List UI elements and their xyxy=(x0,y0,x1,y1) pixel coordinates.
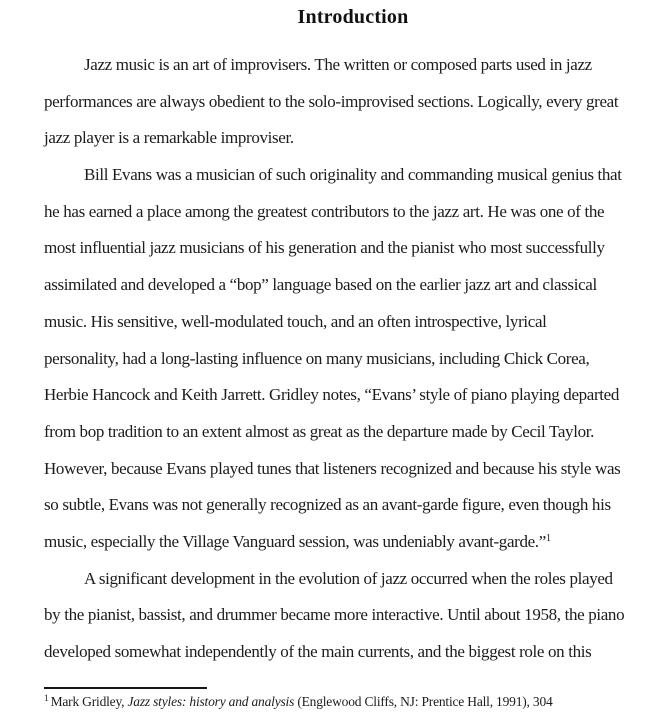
section-title: Introduction xyxy=(297,6,409,28)
footnote-separator-rule xyxy=(44,687,207,689)
body-line: from bop tradition to an extent almost as great as the departure made by Cecil Taylor. xyxy=(44,421,595,441)
body-line: However, because Evans played tunes that listeners recognized and because his style was xyxy=(44,458,621,478)
footnote-reference: 1 xyxy=(545,532,552,544)
body-line: personality, had a long-lasting influence on many musicians, including Chick Corea, xyxy=(44,348,590,368)
body-line: Herbie Hancock and Keith Jarrett. Gridley notes, “Evans’ style of piano playing departed xyxy=(44,385,620,405)
body-line: by the pianist, bassist, and drummer became more interactive. Until about 1958, the piano xyxy=(44,605,625,625)
body-line: jazz player is a remarkable improviser. xyxy=(44,128,294,148)
body-line: music. His sensitive, well-modulated touch, and an often introspective, lyrical xyxy=(44,311,547,331)
document-body xyxy=(44,47,664,671)
footnote-text-part: (Englewood Cliffs, NJ: Prentice Hall, 1991), 304 xyxy=(294,694,553,709)
footnote-area xyxy=(44,687,664,711)
body-line: most influential jazz musicians of his generation and the pianist who most successfully xyxy=(44,238,605,258)
body-line: he has earned a place among the greatest contributors to the jazz art. He was one of the xyxy=(44,201,605,221)
body-line: developed somewhat independently of the main currents, and the biggest role on this xyxy=(44,642,592,661)
footnote-marker: 1 xyxy=(44,694,49,704)
body-line: Bill Evans was a musician of such originality and commanding musical genius that xyxy=(84,165,622,185)
body-line: A significant development in the evolution of jazz occurred when the roles played xyxy=(84,568,613,588)
footnote-text-part: Mark Gridley, xyxy=(50,694,128,709)
footnote xyxy=(44,693,664,711)
body-line: music, especially the Village Vanguard session, was undeniably avant-garde.”$^1$ xyxy=(44,531,552,551)
body-line: assimilated and developed a “bop” language based on the earlier jazz art and classical xyxy=(44,275,597,295)
body-line: Jazz music is an art of improvisers. The written or composed parts used in jazz xyxy=(84,55,592,74)
body-line: performances are always obedient to the solo-improvised sections. Logically, every great xyxy=(44,91,619,111)
body-line: so subtle, Evans was not generally recognized as an avant-garde figure, even though his xyxy=(44,495,611,515)
footnote-citation-title: Jazz styles: history and analysis xyxy=(127,694,295,709)
